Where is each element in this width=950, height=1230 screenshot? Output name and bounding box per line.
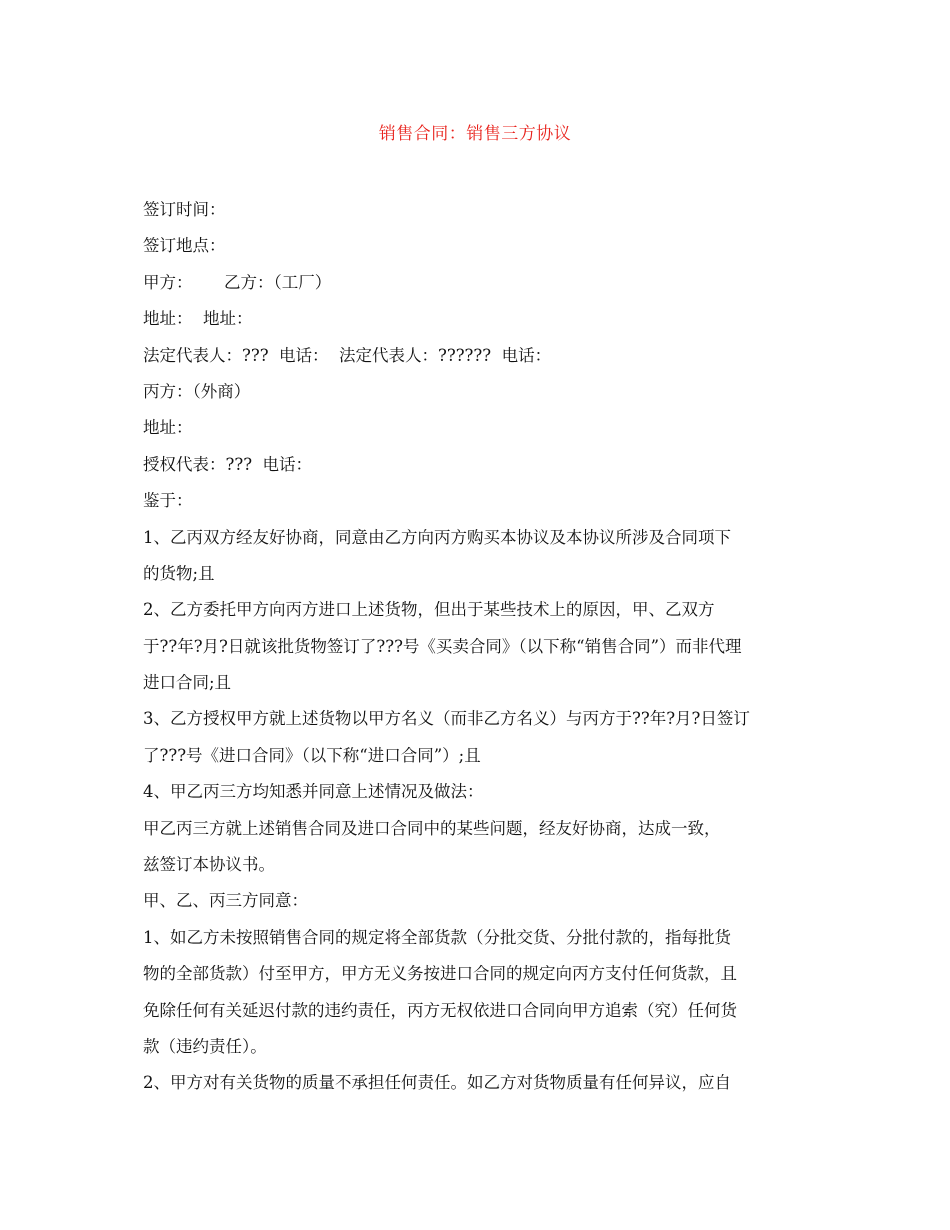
text-line: 2、乙方委托甲方向丙方进口上述货物，但出于某些技术上的原因，甲、乙双方 [143,600,715,620]
text-line: 甲乙丙三方就上述销售合同及进口合同中的某些问题，经友好协商，达成一致， [143,818,721,838]
text-line: 地址： 地址： [143,309,253,329]
text-line: 地址： [143,418,193,438]
text-line: 丙方：（外商） [143,381,251,401]
text-line: 款（违约责任）。 [143,1036,267,1056]
text-line: 2、甲方对有关货物的质量不承担任何责任。如乙方对货物质量有任何异议，应自 [143,1073,731,1093]
text-line: 授权代表：??? 电话： [143,454,313,474]
text-line: 1、如乙方未按照销售合同的规定将全部货款（分批交货、分批付款的，指每批货 [143,927,731,947]
text-line: 物的全部货款）付至甲方，甲方无义务按进口合同的规定向丙方支付任何货款，且 [143,964,737,984]
text-line: 的货物;且 [143,563,215,583]
text-line: 4、甲乙丙三方均知悉并同意上述情况及做法： [143,782,484,802]
text-line: 1、乙丙双方经友好协商，同意由乙方向丙方购买本协议及本协议所涉及合同项下 [143,527,731,547]
text-line: 签订时间： [143,200,226,219]
text-line: 了???号《进口合同》（以下称“进口合同”）;且 [143,745,481,765]
document-title: 销售合同：销售三方协议 [378,124,572,144]
text-line: 3、乙方授权甲方就上述货物以甲方名义（而非乙方名义）与丙方于??年?月?日签订 [143,709,750,729]
text-line: 甲、乙、丙三方同意： [143,891,308,911]
text-line: 鉴于： [143,491,193,511]
text-line: 兹签订本协议书。 [143,855,275,875]
text-line: 签订地点： [143,236,226,256]
text-line: 甲方： 乙方：（工厂） [143,272,332,292]
document-body [143,192,813,1102]
text-line: 于??年?月?日就该批货物签订了???号《买卖合同》（以下称“销售合同”）而非代理 [143,636,742,656]
text-line: 进口合同;且 [143,673,232,693]
text-line: 免除任何有关延迟付款的违约责任，丙方无权依进口合同向甲方追索（究）任何货 [143,1000,737,1020]
text-line: 法定代表人：??? 电话： 法定代表人：?????? 电话： [143,345,552,365]
